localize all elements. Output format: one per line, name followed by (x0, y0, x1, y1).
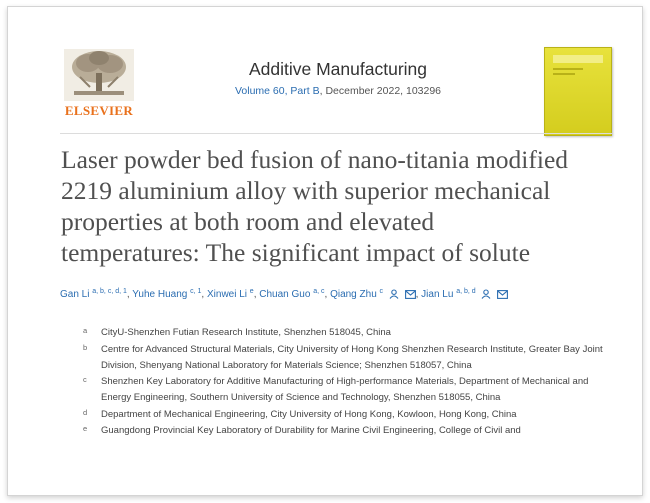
author-link[interactable]: Xinwei Li $^e$ (206, 288, 254, 300)
affiliation-key: a (83, 326, 88, 335)
person-icon[interactable] (481, 289, 491, 299)
author-list: Gan Li $^{a, b, c, d, 1}$, Yuhe Huang $^{c, 1}$, Xinwei Li $^e$, Chuan Guo $^{a, c}$, Qiang Zhu $^c$ , Jian Lu $^{a, b, d}$ (60, 288, 630, 300)
article-header-card (7, 6, 643, 496)
affiliation-item (83, 325, 613, 341)
title-line: 2219 aluminium alloy with superior mechanical (61, 176, 551, 205)
affiliation-text: Shenzhen Key Laboratory for Additive Manufacturing of High-performance Materials, Department of Mechanical and Energy Engineering, Southern University of Science and Technology, Shenzhen 518055, China (101, 376, 589, 403)
title-line: properties at both room and elevated (61, 207, 435, 236)
elsevier-wordmark: ELSEVIER (64, 103, 134, 118)
person-icon[interactable] (389, 289, 399, 299)
author-link[interactable]: Qiang Zhu $^c$ (330, 288, 384, 300)
affiliation-key: d (83, 407, 88, 417)
title-line: temperatures: The significant impact of solute (61, 238, 531, 267)
journal-header (188, 59, 488, 97)
journal-title[interactable]: Additive Manufacturing (248, 59, 428, 79)
header-divider (60, 133, 612, 134)
affiliation-item (83, 407, 613, 423)
affiliation-text: Department of Mechanical Engineering, City University of Hong Kong, Kowloon, Hong Kong, China (101, 408, 517, 420)
elsevier-logo[interactable] (60, 47, 138, 119)
affiliation-list (83, 325, 613, 440)
author-link[interactable]: Yuhe Huang $^{c, 1}$ (132, 288, 202, 300)
affiliation-key: e (83, 424, 88, 433)
author-link[interactable]: Gan Li $^{a, b, c, d, 1}$ (60, 288, 127, 300)
article-title (61, 144, 621, 268)
affiliation-item (83, 374, 613, 406)
affiliation-item (83, 423, 613, 439)
affiliation-text: CityU-Shenzhen Futian Research Institute, Shenzhen 518045, China (101, 327, 391, 338)
journal-cover-thumbnail[interactable] (544, 47, 612, 136)
mail-icon[interactable] (405, 290, 416, 299)
affiliation-text: Guangdong Provincial Key Laboratory of Durability for Marine Civil Engineering, College of Civil and (101, 425, 521, 436)
author-link[interactable]: Chuan Guo $^{a, c}$ (259, 288, 325, 300)
issue-date-article-number: , December 2022, 103296 (319, 85, 442, 97)
affiliation-key: c (83, 375, 87, 384)
author-link[interactable]: Jian Lu $^{a, b, d}$ (421, 288, 476, 300)
volume-link[interactable]: Volume 60, Part B (234, 85, 320, 97)
mail-icon[interactable] (497, 290, 508, 299)
title-line: Laser powder bed fusion of nano-titania modified (61, 145, 569, 174)
affiliation-item (83, 342, 613, 374)
affiliation-text: Centre for Advanced Structural Materials, City University of Hong Kong Shenzhen Research Institute, Greater Bay Joint Division, Shenyang National Laboratory for Materials Science; Shenzhen 518057, China (101, 343, 603, 371)
elsevier-tree-icon (60, 47, 138, 103)
affiliation-key: b (83, 342, 88, 352)
journal-issue-info (188, 85, 488, 97)
